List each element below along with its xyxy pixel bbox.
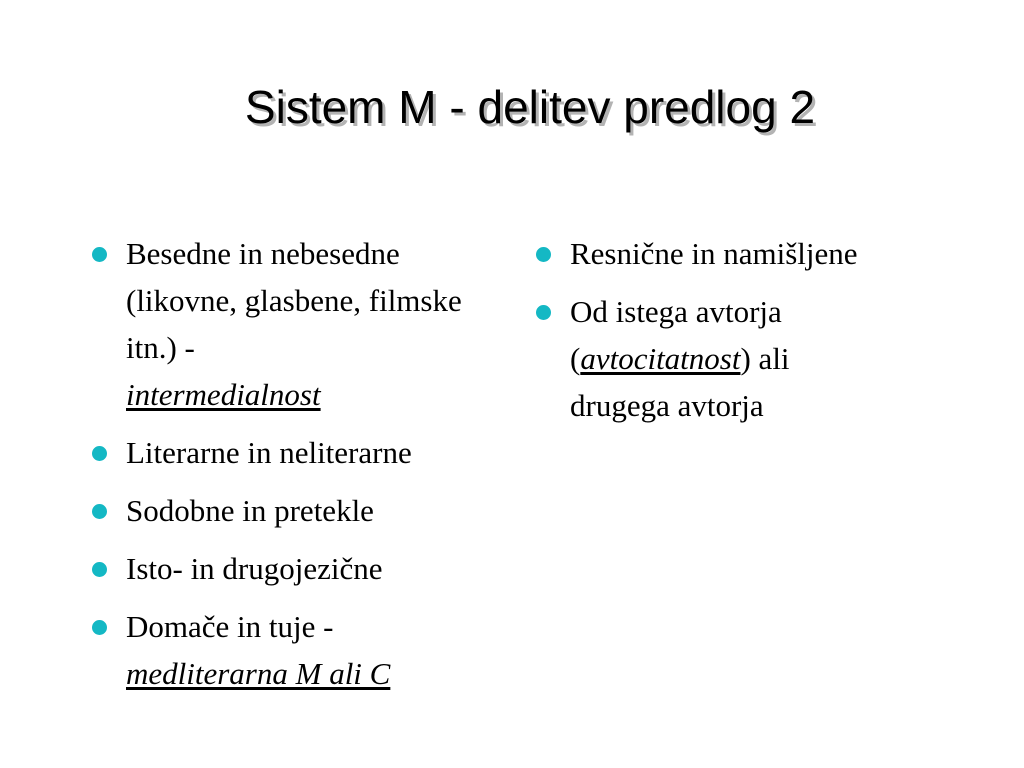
list-item bbox=[532, 288, 872, 429]
bullet-dot-icon bbox=[92, 620, 107, 635]
list-item-emphasis: intermedialnost bbox=[126, 377, 321, 412]
list-item-suffix: ) ali drugega avtorja bbox=[570, 341, 790, 423]
bullet-dot-icon bbox=[536, 247, 551, 262]
left-bullet-list bbox=[88, 230, 508, 708]
bullet-dot-icon bbox=[92, 504, 107, 519]
list-item-emphasis: medliterarna M ali C bbox=[126, 656, 391, 691]
bullet-dot-icon bbox=[92, 446, 107, 461]
list-item-text: Sodobne in pretekle bbox=[126, 493, 374, 528]
bullet-dot-icon bbox=[92, 247, 107, 262]
list-item-text: Domače in tuje - bbox=[126, 609, 334, 644]
list-item-text: Literarne in neliterarne bbox=[126, 435, 412, 470]
list-item-text: Besedne in nebesedne (likovne, glasbene, filmske itn.) - bbox=[126, 236, 462, 365]
list-item bbox=[88, 230, 508, 418]
list-item bbox=[88, 545, 508, 592]
bullet-dot-icon bbox=[536, 305, 551, 320]
right-bullet-list bbox=[532, 230, 872, 440]
slide-title: Sistem M - delitev predlog 2 bbox=[244, 81, 816, 133]
list-item-emphasis: avtocitatnost bbox=[580, 341, 741, 376]
list-item bbox=[532, 230, 872, 277]
list-item bbox=[88, 487, 508, 534]
list-item bbox=[88, 603, 508, 697]
list-item-text: Isto- in drugojezične bbox=[126, 551, 383, 586]
list-item-text: Resnične in namišljene bbox=[570, 236, 858, 271]
bullet-dot-icon bbox=[92, 562, 107, 577]
list-item bbox=[88, 429, 508, 476]
list-item-prefix: Od istega avtorja ( bbox=[570, 294, 782, 376]
